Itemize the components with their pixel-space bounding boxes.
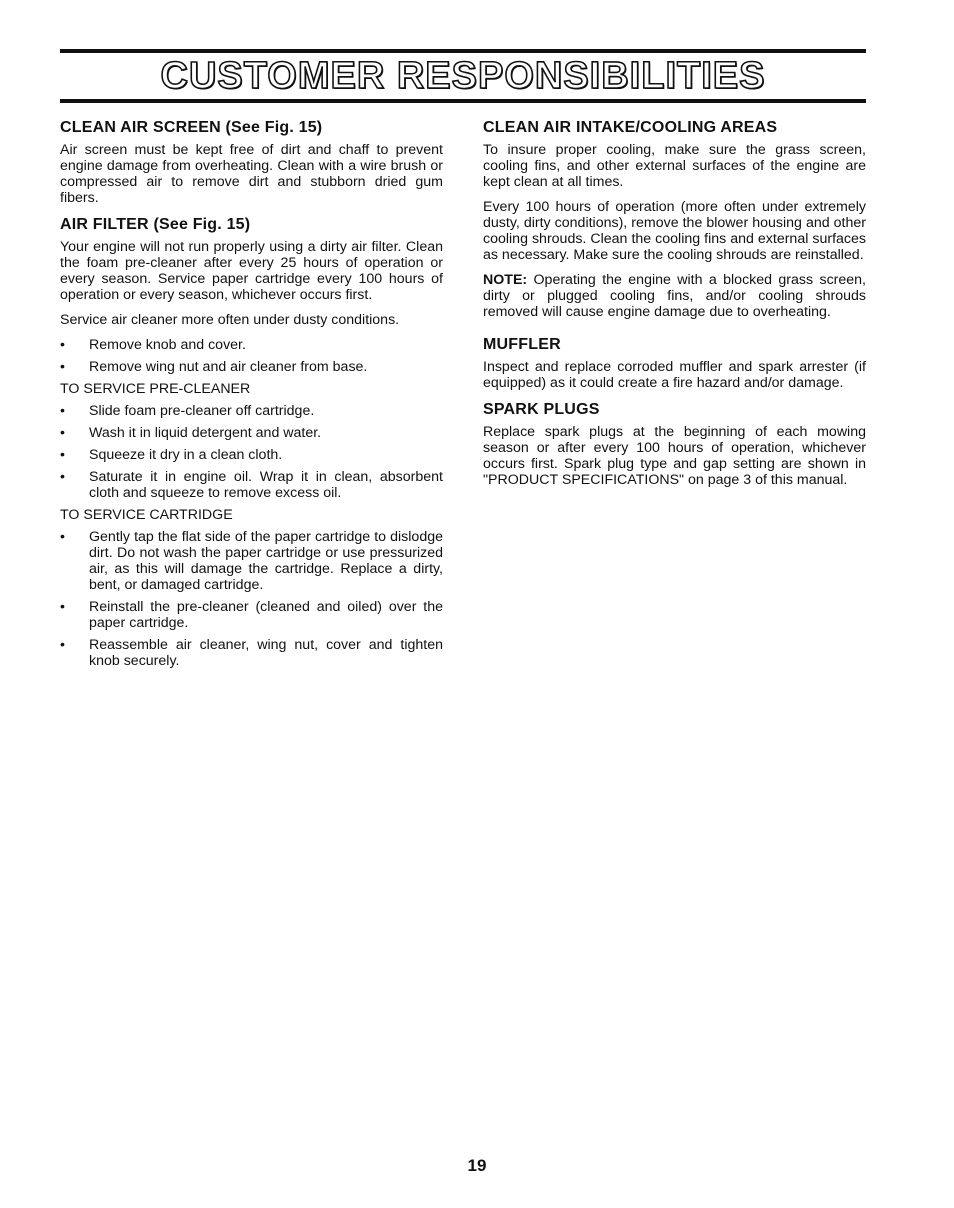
cooling-areas-note xyxy=(483,272,866,320)
bullet-icon: • xyxy=(60,599,65,615)
list-item: • Wash it in liquid detergent and water. xyxy=(60,425,322,441)
title-rule-bottom xyxy=(60,99,866,103)
bullet-icon: • xyxy=(60,403,65,419)
heading-cooling-areas: CLEAN AIR INTAKE/COOLING AREAS xyxy=(483,119,778,136)
list-item: • Slide foam pre-cleaner off cartridge. xyxy=(60,403,315,419)
bullet-icon: • xyxy=(60,637,65,653)
bullet-icon: • xyxy=(60,425,65,441)
air-filter-text: Your engine will not run properly using a dirty air filter. Clean the foam pre-cleaner after every 25 hours of operation or every season. Service paper cartridge every 100 hours of operation or every season, whichever occurs first. xyxy=(60,239,443,303)
cartridge-steps xyxy=(60,529,443,669)
bullet-icon: • xyxy=(60,359,65,375)
note-text: Operating the engine with a blocked grass screen, dirty or plugged cooling fins, and/or cooling shrouds removed will cause engine damage due to overheating. xyxy=(483,272,866,320)
section-clean-air-screen xyxy=(60,118,443,206)
cooling-areas-text-1: To insure proper cooling, make sure the grass screen, cooling fins, and other external surfaces of the engine are kept clean at all times. xyxy=(483,142,866,190)
clean-air-screen-text: Air screen must be kept free of dirt and chaff to prevent engine damage from overheating. Clean with a wire brush or compressed air to remove dirt and stubborn dried gum fibers. xyxy=(60,142,443,206)
bullet-icon: • xyxy=(60,447,65,463)
air-filter-steps xyxy=(60,337,443,375)
spark-plugs-text: Replace spark plugs at the beginning of each mowing season or after every 100 hours of operation, whichever occurs first. Spark plug type and gap setting are shown in "PRODUCT SPECIFICATIONS" on page 3 of this manual. xyxy=(483,424,866,488)
section-muffler xyxy=(483,335,866,391)
bullet-icon: • xyxy=(60,469,65,485)
pre-cleaner-steps xyxy=(60,403,443,501)
list-item: • Gently tap the flat side of the paper cartridge to dislodge dirt. Do not wash the paper cartridge or use pressurized air, as this will damage the cartridge. Replace a dirty, bent, or damaged cartridge. xyxy=(60,529,443,593)
note-label: NOTE: xyxy=(483,272,528,288)
cooling-areas-text-2: Every 100 hours of operation (more often under extremely dusty, dirty conditions), remove the blower housing and other cooling shrouds. Clean the cooling fins and external surfaces as necessary. Make sure the cooling shrouds are reinstalled. xyxy=(483,199,866,263)
right-column xyxy=(483,118,866,497)
subheading-pre-cleaner: TO SERVICE PRE-CLEANER xyxy=(60,381,251,397)
heading-air-filter: AIR FILTER (See Fig. 15) xyxy=(60,216,251,233)
section-spark-plugs xyxy=(483,400,866,488)
list-item: • Saturate it in engine oil. Wrap it in clean, absorbent cloth and squeeze to remove excess oil. xyxy=(60,469,443,501)
list-item: • Reassemble air cleaner, wing nut, cover and tighten knob securely. xyxy=(60,637,443,669)
list-item: • Reinstall the pre-cleaner (cleaned and oiled) over the paper cartridge. xyxy=(60,599,443,631)
heading-clean-air-screen: CLEAN AIR SCREEN (See Fig. 15) xyxy=(60,119,323,136)
air-filter-service-note: Service air cleaner more often under dusty conditions. xyxy=(60,312,400,328)
page-title: CUSTOMER RESPONSIBILITIES xyxy=(160,55,766,97)
section-air-filter xyxy=(60,215,443,669)
left-column xyxy=(60,118,443,675)
title-rule-top xyxy=(60,49,866,53)
section-cooling-areas xyxy=(483,118,866,320)
list-item: • Remove wing nut and air cleaner from base. xyxy=(60,359,368,375)
list-item: • Remove knob and cover. xyxy=(60,337,246,353)
bullet-icon: • xyxy=(60,337,65,353)
list-item: • Squeeze it dry in a clean cloth. xyxy=(60,447,283,463)
bullet-icon: • xyxy=(60,529,65,545)
subheading-cartridge: TO SERVICE CARTRIDGE xyxy=(60,507,233,523)
page-number: 19 xyxy=(467,1156,487,1175)
heading-spark-plugs: SPARK PLUGS xyxy=(483,401,600,418)
muffler-text: Inspect and replace corroded muffler and spark arrester (if equipped) as it could create a fire hazard and/or damage. xyxy=(483,359,866,391)
heading-muffler: MUFFLER xyxy=(483,336,561,353)
